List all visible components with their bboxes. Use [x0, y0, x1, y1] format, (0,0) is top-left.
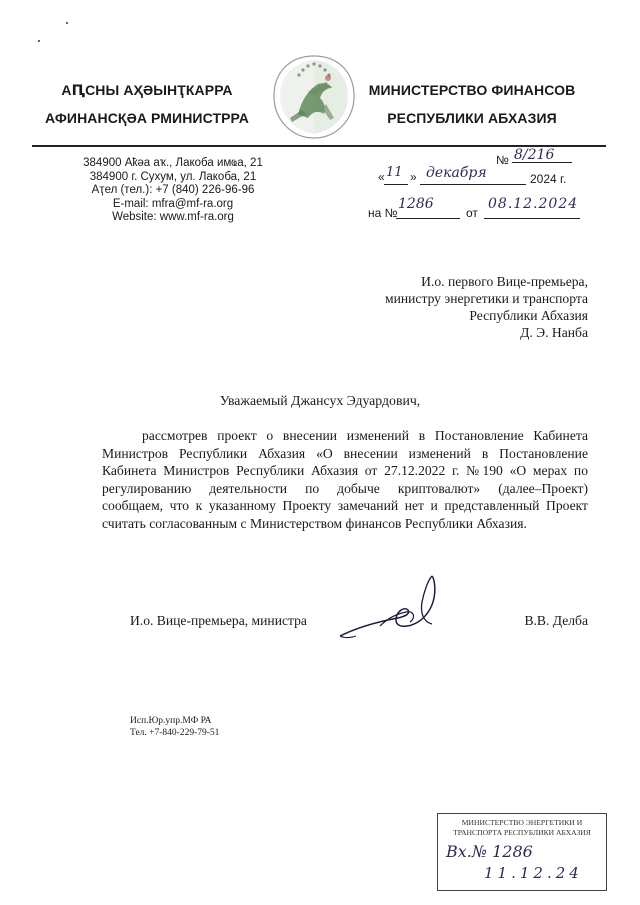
reply-date: 08.12.2024 — [488, 196, 579, 212]
reply-label: на № — [368, 206, 398, 220]
address-line: 384900 Аҟәа аҡ., Лакоба имҩа, 21 — [83, 157, 263, 169]
incoming-stamp — [437, 813, 607, 891]
executor-block — [130, 715, 219, 739]
emblem-icon — [268, 52, 360, 142]
recipient-block — [340, 273, 588, 341]
stamp-org — [438, 818, 606, 837]
stamp-incoming-number: Вх.№ 1286 — [446, 842, 533, 861]
outgoing-day: 11 — [386, 165, 403, 180]
stamp-line: ТРАНСПОРТА РЕСПУБЛИКИ АБХАЗИЯ — [453, 827, 591, 837]
reply-number: 1286 — [398, 196, 434, 212]
outgoing-number-label: № — [496, 153, 509, 167]
email-line: E-mail: mfra@mf-ra.org — [112, 197, 234, 210]
header-right-line2: РЕСПУБЛИКИ АБХАЗИЯ — [387, 110, 557, 126]
month-underline — [420, 184, 526, 185]
body-line-1: рассмотрев проект о внесении изменений в Постановление Кабинета — [142, 428, 588, 443]
signatory-position: И.о. Вице-премьера, министра — [130, 613, 307, 628]
body-line-2: Министров Республики Абхазия «О внесении изменений в Постановление — [102, 445, 588, 461]
signature-icon — [336, 568, 456, 648]
recipient-line: Республики Абхазия — [469, 308, 588, 323]
scan-speck — [66, 22, 68, 24]
day-underline — [384, 184, 408, 185]
salutation: Уважаемый Джансух Эдуардович, — [219, 393, 421, 408]
executor-line: Исп.Юр.упр.МФ РА — [130, 716, 212, 726]
recipient-line: И.о. первого Вице-премьера, — [421, 274, 588, 289]
body-line-4: регулированию деятельности по добыче криптовалют» (далее–Проект) — [102, 480, 588, 496]
recipient-line: министру энергетики и транспорта — [385, 291, 588, 306]
phone-line: Аҭел (тел.): +7 (840) 226-96-96 — [91, 184, 255, 196]
header-right-line1: МИНИСТЕРСТВО ФИНАНСОВ — [368, 82, 576, 98]
outgoing-year: 2024 г. — [530, 172, 567, 186]
open-quote: « — [378, 170, 385, 184]
stamp-line: МИНИСТЕРСТВО ЭНЕРГЕТИКИ И — [461, 818, 583, 827]
scan-speck — [38, 40, 40, 42]
reply-number-underline — [396, 218, 460, 219]
header-left-line2: АФИНАНСҚӘА РМИНИСТРРА — [45, 110, 249, 126]
recipient-name: Д. Э. Нанба — [520, 325, 588, 340]
close-quote: » — [410, 170, 417, 184]
stamp-incoming-date: 11.12.24 — [484, 864, 583, 882]
body-line-3: Кабинета Министров Республики Абхазия от 27.12.2022 г. №190 «О мерах по — [102, 463, 588, 478]
outgoing-number-value: 8/216 — [514, 147, 555, 163]
header-left-line1: АԤСНЫ АҲӘЫНҬКАРРА — [61, 82, 233, 98]
website-line: Website: www.mf-ra.org — [112, 211, 234, 223]
body-line-6: считать согласованным с Министерством финансов Республики Абхазия. — [102, 515, 527, 531]
executor-phone: Тел. +7-840-229-79-51 — [130, 728, 220, 738]
address-block — [60, 157, 286, 225]
reply-date-underline — [484, 218, 580, 219]
body-line-5: сообщаем, что к указанному Проекту замечаний нет и представленный Проект — [102, 498, 588, 513]
reply-from-label: от — [466, 206, 478, 220]
signatory-name: В.В. Делба — [524, 613, 588, 628]
outgoing-month: декабря — [426, 165, 487, 181]
address-line: 384900 г. Сухум, ул. Лакоба, 21 — [89, 170, 257, 183]
